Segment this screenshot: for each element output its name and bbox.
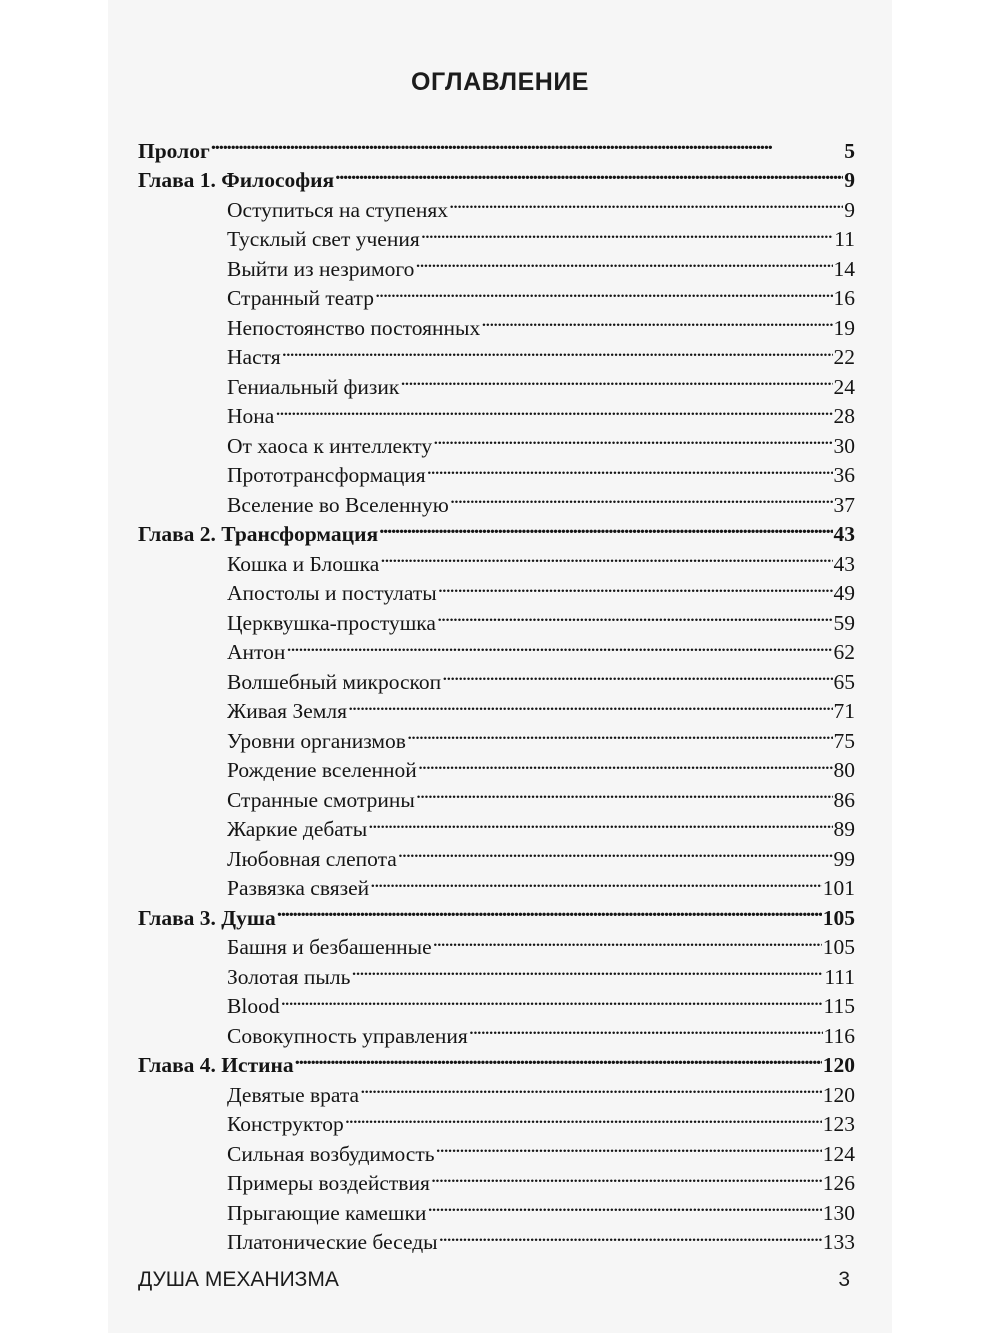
toc-page-number: 14 (833, 256, 855, 281)
toc-page-number: 99 (833, 846, 855, 871)
toc-entry-title: Прототрансформация (227, 463, 426, 487)
toc-page-number: 116 (823, 1023, 855, 1048)
toc-page-number: 80 (833, 758, 855, 782)
toc-entry-title: Рождение вселенной (227, 758, 417, 782)
toc-entry-title: Совокупность управления (227, 1023, 468, 1048)
dot-leader (368, 807, 832, 837)
page-title: ОГЛАВЛЕНИЕ (411, 68, 589, 96)
dot-leader (275, 394, 832, 424)
toc-page-number: 120 (822, 1082, 855, 1107)
dot-leader (418, 748, 833, 778)
toc-page-number: 75 (833, 728, 855, 753)
toc-page-number: 89 (833, 817, 855, 841)
dot-leader (469, 1013, 823, 1043)
dot-leader (380, 541, 832, 571)
dot-leader (433, 423, 832, 453)
dot-leader (345, 1102, 822, 1132)
toc-page-number: 9 (844, 197, 855, 222)
toc-entry-title: Живая Земля (227, 699, 347, 723)
toc-entry-title: Глава 2. Трансформация (138, 522, 379, 546)
table-of-contents (138, 128, 855, 1254)
toc-entry-title: Нона (227, 404, 275, 428)
toc-page-number: 28 (833, 404, 855, 428)
toc-entry-title: Оступиться на ступенях (227, 197, 448, 222)
toc-page-number: 71 (833, 699, 855, 723)
toc-page-number: 65 (833, 669, 855, 694)
dot-leader (427, 453, 833, 483)
toc-entry-title: Развязка связей (227, 876, 370, 900)
dot-leader (449, 187, 843, 217)
dot-leader (360, 1072, 822, 1102)
toc-entry-title: Любовная слепота (227, 846, 397, 871)
toc-entry-title: Апостолы и постулаты (227, 581, 437, 605)
toc-entry-title: Blood (227, 994, 280, 1018)
toc-page-number: 59 (833, 610, 855, 635)
dot-leader (442, 659, 832, 689)
toc-entry-title: Жаркие дебаты (227, 817, 368, 841)
page-number: 3 (838, 1268, 850, 1291)
toc-entry-title: Церквушка-простушка (227, 610, 436, 635)
dot-leader (437, 600, 833, 630)
toc-page-number: 123 (822, 1112, 855, 1136)
dot-leader (427, 1190, 821, 1220)
toc-page-number: 43 (833, 522, 855, 546)
toc-entry-title: Выйти из незримого (227, 256, 415, 281)
toc-page-number: 19 (833, 315, 855, 340)
dot-leader (438, 571, 833, 601)
toc-entry-title: Примеры воздействия (227, 1171, 430, 1195)
dot-leader (398, 836, 833, 866)
dot-leader (375, 276, 833, 306)
dot-leader (277, 895, 822, 925)
dot-leader (351, 954, 823, 984)
toc-chapter-entry (138, 158, 855, 192)
toc-chapter-entry (138, 128, 855, 163)
toc-entry-title: Прыгающие камешки (227, 1200, 427, 1225)
dot-leader (335, 158, 843, 188)
toc-entry-title: Девятые врата (227, 1082, 360, 1107)
running-footer-title: ДУША МЕХАНИЗМА (138, 1268, 339, 1291)
dot-leader (370, 866, 822, 896)
toc-page-number: 130 (822, 1200, 855, 1225)
toc-page-number: 43 (833, 551, 855, 576)
toc-page-number: 49 (833, 581, 855, 605)
dot-leader (348, 689, 833, 719)
toc-page-number: 9 (844, 168, 855, 192)
dot-leader (407, 718, 833, 748)
dot-leader (450, 482, 833, 512)
dot-leader (481, 305, 832, 335)
toc-page-number: 105 (822, 935, 855, 959)
toc-page-number: 16 (833, 286, 855, 310)
dot-leader (415, 246, 832, 276)
toc-page-number: 101 (822, 876, 855, 900)
toc-entry-title: Настя (227, 345, 281, 369)
dot-leader (431, 1161, 822, 1191)
dot-leader (282, 335, 833, 365)
toc-page-number: 86 (833, 787, 855, 812)
dot-leader (286, 630, 832, 660)
toc-page-number: 133 (822, 1230, 855, 1254)
toc-entry-title: Конструктор (227, 1112, 344, 1136)
toc-entry-title: Вселение во Вселенную (227, 492, 449, 517)
toc-page-number: 37 (833, 492, 855, 517)
toc-page-number: 5 (844, 138, 855, 163)
dot-leader (433, 925, 822, 955)
toc-page-number: 120 (822, 1053, 855, 1077)
dot-leader (421, 217, 834, 247)
toc-entry-title: Гениальный физик (227, 374, 400, 399)
toc-entry-title: Странные смотрины (227, 787, 415, 812)
toc-entry-title: Платонические беседы (227, 1230, 438, 1254)
dot-leader (439, 1220, 822, 1250)
toc-page-number: 30 (833, 433, 855, 458)
toc-entry-title: Кошка и Блошка (227, 551, 380, 576)
toc-entry-title: Глава 1. Философия (138, 168, 335, 192)
toc-entry-title: Антон (227, 640, 286, 664)
toc-entry-title: Золотая пыль (227, 964, 351, 989)
toc-entry-title: Волшебный микроскоп (227, 669, 442, 694)
dot-leader (400, 364, 832, 394)
toc-entry-title: Странный театр (227, 286, 374, 310)
toc-page-number: 124 (822, 1141, 855, 1166)
dot-leader (295, 1043, 822, 1073)
dot-leader (416, 777, 833, 807)
dot-leader (379, 512, 832, 542)
dot-leader (281, 984, 823, 1014)
toc-entry-title: Сильная возбудимость (227, 1141, 435, 1166)
toc-entry-title: Непостоянство постоянных (227, 315, 481, 340)
toc-entry-title: Пролог (138, 138, 210, 163)
toc-entry-title: Уровни организмов (227, 728, 406, 753)
toc-page-number: 62 (833, 640, 855, 664)
toc-page-number: 24 (833, 374, 855, 399)
toc-page-number: 36 (833, 463, 855, 487)
toc-page-number: 126 (822, 1171, 855, 1195)
toc-entry-title: Глава 4. Истина (138, 1053, 294, 1077)
dot-leader (211, 128, 844, 158)
dot-leader (436, 1131, 822, 1161)
toc-page-number: 22 (833, 345, 855, 369)
toc-entry-title: Башня и безбашенные (227, 935, 432, 959)
toc-page-number: 105 (822, 905, 855, 930)
toc-entry-title: Тусклый свет учения (227, 227, 420, 251)
toc-page-number: 115 (823, 994, 855, 1018)
toc-page-number: 111 (824, 964, 855, 989)
toc-page-number: 11 (834, 227, 855, 251)
toc-entry-title: От хаоса к интеллекту (227, 433, 433, 458)
toc-entry-title: Глава 3. Душа (138, 905, 276, 930)
